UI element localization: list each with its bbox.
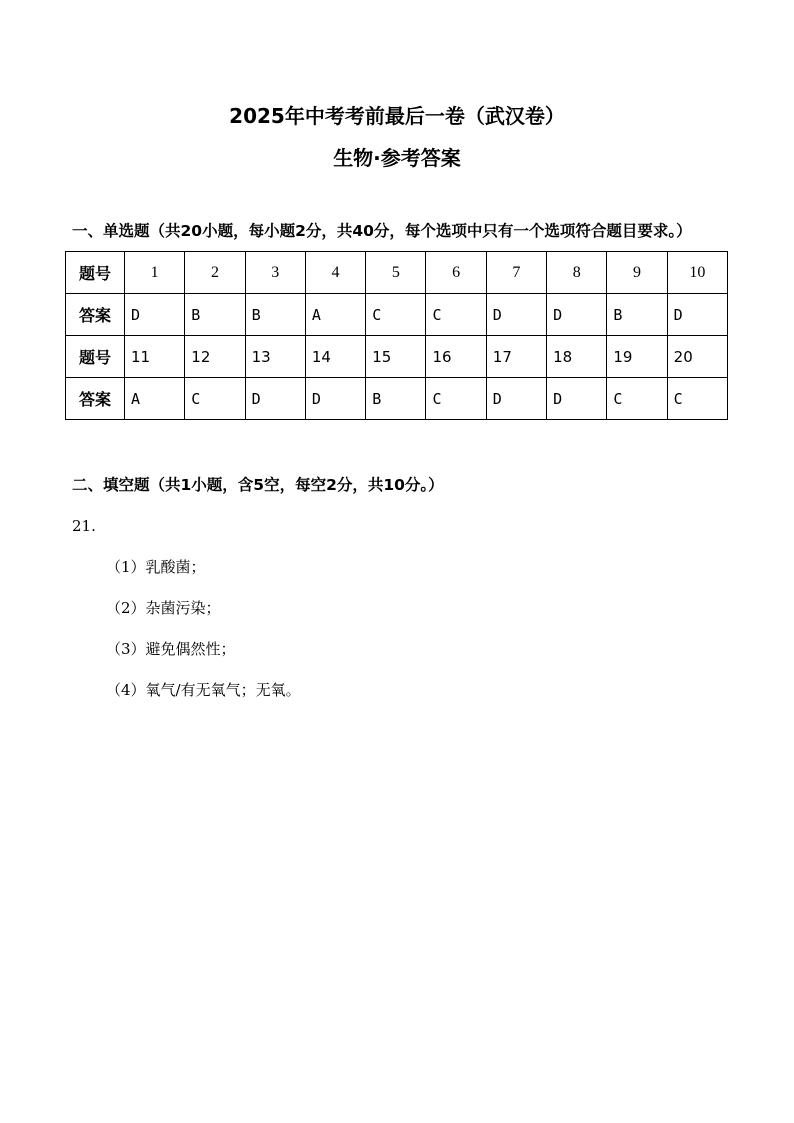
document-title: 2025年中考考前最后一卷（武汉卷）: [229, 104, 565, 128]
fill-answer-1: （1）乳酸菌；: [106, 558, 206, 576]
question-number-cell: 1: [125, 252, 185, 294]
question-number-cell: 4: [305, 252, 365, 294]
answer-cell: D: [486, 294, 546, 336]
answer-cell: A: [305, 294, 365, 336]
answer-cell: B: [607, 294, 667, 336]
question-number-cell: 9: [607, 252, 667, 294]
question-number-cell: 12: [185, 336, 245, 378]
table-row: [66, 378, 728, 420]
answer-cell: D: [547, 294, 607, 336]
answer-cell: D: [667, 294, 727, 336]
question-number-cell: 15: [366, 336, 426, 378]
answer-table: [65, 251, 728, 420]
question-number-cell: 5: [366, 252, 426, 294]
fill-answer-3: （3）避免偶然性；: [106, 640, 236, 658]
answer-cell: D: [305, 378, 365, 420]
question-number-cell: 10: [667, 252, 727, 294]
question-number-cell: 7: [486, 252, 546, 294]
question-number-cell: 6: [426, 252, 486, 294]
answer-cell: C: [426, 378, 486, 420]
answer-cell: B: [185, 294, 245, 336]
question-number-cell: 3: [245, 252, 305, 294]
answer-cell: D: [486, 378, 546, 420]
row-label: 题号: [66, 252, 125, 294]
question-number-cell: 8: [547, 252, 607, 294]
question-number-cell: 17: [486, 336, 546, 378]
row-label: 题号: [66, 336, 125, 378]
answer-cell: D: [245, 378, 305, 420]
question-number-cell: 11: [125, 336, 185, 378]
answer-cell: D: [125, 294, 185, 336]
section2-heading: 二、填空题（共1小题，含5空，每空2分，共10分。）: [72, 476, 444, 494]
table-row: [66, 252, 728, 294]
question-number-cell: 18: [547, 336, 607, 378]
question-number-cell: 2: [185, 252, 245, 294]
row-label: 答案: [66, 378, 125, 420]
answer-cell: C: [607, 378, 667, 420]
question-number-cell: 20: [667, 336, 727, 378]
row-label: 答案: [66, 294, 125, 336]
answer-cell: B: [245, 294, 305, 336]
question-number: 21.: [72, 517, 96, 535]
fill-answer-4: （4）氧气/有无氧气；无氧。: [106, 681, 301, 699]
question-number-cell: 14: [305, 336, 365, 378]
answer-cell: C: [366, 294, 426, 336]
answer-cell: C: [426, 294, 486, 336]
answer-cell: B: [366, 378, 426, 420]
question-number-cell: 19: [607, 336, 667, 378]
document-subtitle: 生物·参考答案: [333, 146, 461, 170]
answer-cell: C: [667, 378, 727, 420]
answer-cell: A: [125, 378, 185, 420]
section1-heading: 一、单选题（共20小题，每小题2分，共40分，每个选项中只有一个选项符合题目要求。）: [72, 222, 692, 240]
answer-cell: D: [547, 378, 607, 420]
table-row: [66, 336, 728, 378]
fill-answer-2: （2）杂菌污染；: [106, 599, 221, 617]
question-number-cell: 16: [426, 336, 486, 378]
question-number-cell: 13: [245, 336, 305, 378]
table-row: [66, 294, 728, 336]
answer-cell: C: [185, 378, 245, 420]
